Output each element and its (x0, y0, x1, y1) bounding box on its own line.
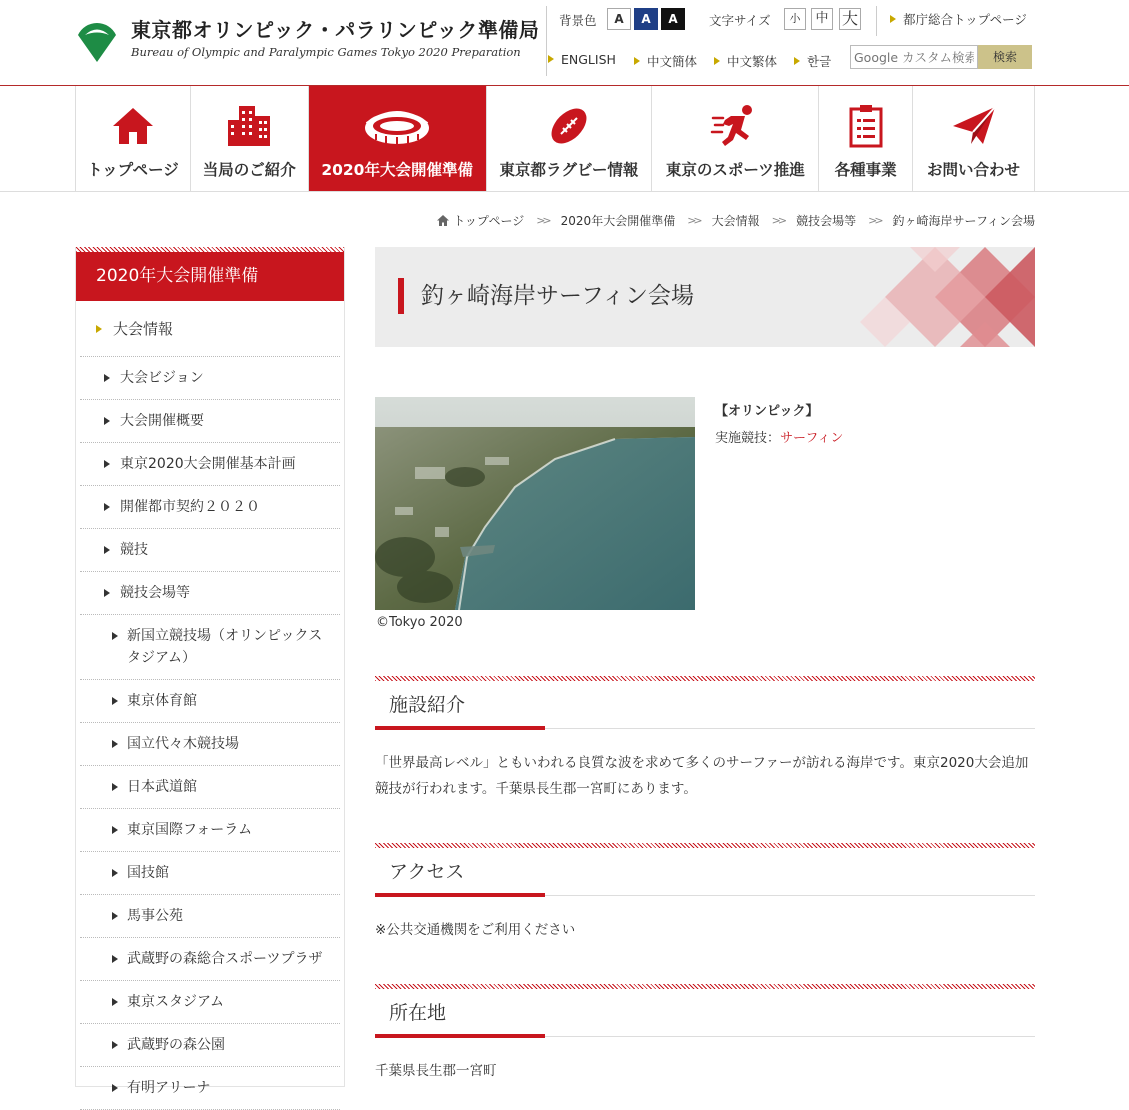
sidebar-venue-item[interactable] (80, 1024, 340, 1067)
tokyo-top-link[interactable] (890, 10, 1027, 28)
triangle-icon (104, 460, 110, 468)
chevron-double-right-icon: >> (687, 214, 700, 227)
triangle-icon (104, 417, 110, 425)
sidebar-item-vision[interactable] (80, 357, 340, 400)
sidebar-venue-item[interactable] (80, 852, 340, 895)
nav-label: 東京都ラグビー情報 (499, 161, 639, 179)
rugby-ball-icon (547, 104, 591, 148)
triangle-icon (96, 325, 102, 333)
triangle-icon (112, 1041, 118, 1049)
home-icon (437, 215, 449, 226)
site-title[interactable]: 東京都オリンピック・パラリンピック準備局 (131, 18, 540, 42)
nav-item-contact[interactable] (913, 86, 1035, 191)
sidebar-venue-item[interactable] (80, 938, 340, 981)
search-button[interactable]: 検索 (978, 45, 1032, 69)
section-accent (375, 1034, 545, 1038)
sidebar-item-venues[interactable] (80, 572, 340, 615)
nav-item-projects[interactable] (819, 86, 913, 191)
section-stripe (375, 843, 1035, 848)
sidebar (75, 247, 345, 1096)
triangle-icon (112, 955, 118, 963)
triangle-icon (634, 57, 640, 65)
sidebar-venue-item[interactable] (80, 981, 340, 1024)
photo-credit: ©Tokyo 2020 (376, 615, 463, 630)
sidebar-item-basic-plan[interactable] (80, 443, 340, 486)
bg-color-black-button[interactable]: A (661, 8, 685, 30)
page-title: 釣ヶ崎海岸サーフィン会場 (421, 283, 695, 309)
lang-zh-hant-link[interactable] (714, 52, 777, 70)
triangle-icon (104, 546, 110, 554)
sidebar-item-label: 国技館 (127, 865, 169, 881)
diamond-pattern-decoration (875, 247, 1035, 347)
tokyo-top-link-label: 都庁総合トップページ (903, 12, 1027, 27)
header-divider (546, 6, 547, 76)
breadcrumb-link-games-prep[interactable]: 2020年大会開催準備 (560, 214, 676, 228)
clipboard-icon (848, 104, 884, 148)
breadcrumb-current: 釣ヶ崎海岸サーフィン会場 (892, 214, 1035, 228)
breadcrumb-link-top[interactable]: トップページ (453, 214, 525, 228)
breadcrumb (437, 212, 1035, 229)
sidebar-item-label: 大会ビジョン (120, 370, 204, 386)
stadium-icon (362, 104, 432, 148)
sidebar-item-label: 有明アリーナ (127, 1080, 211, 1096)
sidebar-venue-item[interactable] (80, 766, 340, 809)
building-icon (225, 104, 273, 148)
surfing-link[interactable]: サーフィン (780, 431, 844, 446)
sidebar-item-label: 大会開催概要 (120, 413, 204, 429)
nav-label: お問い合わせ (927, 161, 1021, 179)
sidebar-venue-item[interactable] (80, 1067, 340, 1110)
sidebar-list (76, 301, 344, 1110)
triangle-icon (112, 740, 118, 748)
sidebar-item-host-city-contract[interactable] (80, 486, 340, 529)
font-size-small-button[interactable]: 小 (784, 8, 806, 30)
sidebar-venue-item[interactable] (80, 723, 340, 766)
breadcrumb-link-venues[interactable]: 競技会場等 (796, 214, 857, 228)
triangle-icon (890, 15, 896, 23)
sidebar-item-label: 競技 (120, 542, 148, 558)
sidebar-item-label: 東京国際フォーラム (127, 822, 253, 838)
nav-item-sports[interactable] (652, 86, 819, 191)
title-accent-bar (398, 278, 404, 314)
nav-label: トップページ (87, 161, 179, 179)
nav-item-about[interactable] (191, 86, 309, 191)
location-text: 千葉県長生郡一宮町 (375, 1063, 497, 1079)
section-stripe (375, 984, 1035, 989)
sidebar-item-label: 競技会場等 (120, 585, 190, 601)
section-title-access: アクセス (389, 861, 465, 883)
triangle-icon (104, 374, 110, 382)
home-icon (111, 104, 155, 148)
triangle-icon (112, 826, 118, 834)
triangle-icon (112, 869, 118, 877)
sidebar-item-label: 東京体育館 (127, 693, 197, 709)
triangle-icon (548, 55, 554, 63)
section-stripe (375, 676, 1035, 681)
triangle-icon (112, 998, 118, 1006)
triangle-icon (714, 57, 720, 65)
section-title-facility: 施設紹介 (389, 694, 466, 716)
triangle-icon (112, 783, 118, 791)
section-accent (375, 893, 545, 897)
section-title-location: 所在地 (389, 1002, 447, 1024)
event-label: 実施競技： (715, 431, 781, 446)
font-size-label: 文字サイズ (709, 13, 771, 28)
font-size-medium-button[interactable]: 中 (811, 8, 833, 30)
chevron-double-right-icon: >> (868, 214, 881, 227)
search-input[interactable] (850, 45, 978, 69)
sidebar-item-label: 東京2020大会開催基本計画 (120, 456, 296, 472)
triangle-icon (112, 697, 118, 705)
sidebar-item-label: 国立代々木競技場 (127, 736, 239, 752)
chevron-double-right-icon: >> (536, 214, 549, 227)
runner-icon (711, 104, 759, 148)
nav-label: 当局のご紹介 (202, 161, 296, 179)
triangle-icon (104, 503, 110, 511)
triangle-icon (112, 1084, 118, 1092)
sidebar-item-label: 大会情報 (113, 320, 174, 338)
lang-zh-hant-label: 中文繁体 (727, 54, 778, 69)
nav-label: 各種事業 (834, 161, 897, 179)
nav-label: 2020年大会開催準備 (321, 161, 473, 179)
nav-bottom-border (0, 191, 1129, 192)
tokyo-ginkgo-logo-icon[interactable] (75, 20, 119, 64)
event-category: 【オリンピック】 (715, 404, 819, 419)
sidebar-venue-item[interactable] (80, 615, 340, 680)
sidebar-item-label: 新国立競技場（オリンピックスタジアム） (127, 628, 323, 666)
sidebar-heading[interactable]: 2020年大会開催準備 (76, 252, 344, 301)
sidebar-item-label: 開催都市契約２０２０ (120, 499, 260, 515)
triangle-icon (112, 912, 118, 920)
page-title-banner (375, 247, 1035, 347)
triangle-icon (104, 589, 110, 597)
triangle-icon (112, 632, 118, 640)
breadcrumb-link-games-info[interactable]: 大会情報 (711, 214, 760, 228)
font-size-large-button[interactable]: 大 (839, 8, 861, 30)
sidebar-venue-item[interactable] (80, 809, 340, 852)
sidebar-item-label: 武蔵野の森総合スポーツプラザ (127, 951, 323, 967)
chevron-double-right-icon: >> (771, 214, 785, 227)
access-text: ※公共交通機関をご利用ください (375, 922, 576, 938)
paper-plane-icon (951, 104, 997, 148)
lang-zh-hans-label: 中文簡体 (647, 54, 698, 69)
bg-color-label: 背景色 (559, 13, 597, 28)
facility-description: 「世界最高レベル」ともいわれる良質な波を求めて多くのサーファーが訪れる海岸です。東京2020大会追加競技が行われます。千葉県長生郡一宮町にあります。 (375, 755, 1029, 797)
bg-color-blue-button[interactable]: A (634, 8, 658, 30)
sidebar-venue-item[interactable] (80, 895, 340, 938)
lang-english-label: ENGLISH (561, 52, 616, 67)
nav-label: 東京のスポーツ推進 (665, 161, 805, 179)
triangle-icon (794, 57, 800, 65)
site-subtitle: Bureau of Olympic and Paralympic Games Tokyo 2020 Preparation (131, 45, 521, 59)
sidebar-item-label: 馬事公苑 (127, 908, 183, 924)
sidebar-venue-item[interactable] (80, 680, 340, 723)
bg-color-white-button[interactable]: A (607, 8, 631, 30)
site-header (0, 0, 1129, 86)
sidebar-item-overview[interactable] (80, 400, 340, 443)
event-info (715, 427, 843, 446)
header-divider (876, 6, 877, 36)
sidebar-item-label: 武蔵野の森公園 (127, 1037, 225, 1053)
sidebar-item-games-info[interactable] (80, 301, 340, 357)
lang-korean-link[interactable] (794, 52, 831, 70)
sidebar-item-sports[interactable] (80, 529, 340, 572)
nav-item-games-prep[interactable] (309, 86, 487, 191)
lang-english-link[interactable] (548, 52, 616, 67)
sidebar-item-label: 日本武道館 (127, 779, 197, 795)
venue-aerial-photo (375, 397, 695, 610)
sidebar-item-label: 東京スタジアム (127, 994, 225, 1010)
lang-zh-hans-link[interactable] (634, 52, 697, 70)
global-nav (75, 86, 1035, 191)
section-accent (375, 726, 545, 730)
lang-korean-label: 한글 (807, 54, 832, 69)
nav-item-rugby[interactable] (487, 86, 653, 191)
nav-item-top[interactable] (76, 86, 191, 191)
